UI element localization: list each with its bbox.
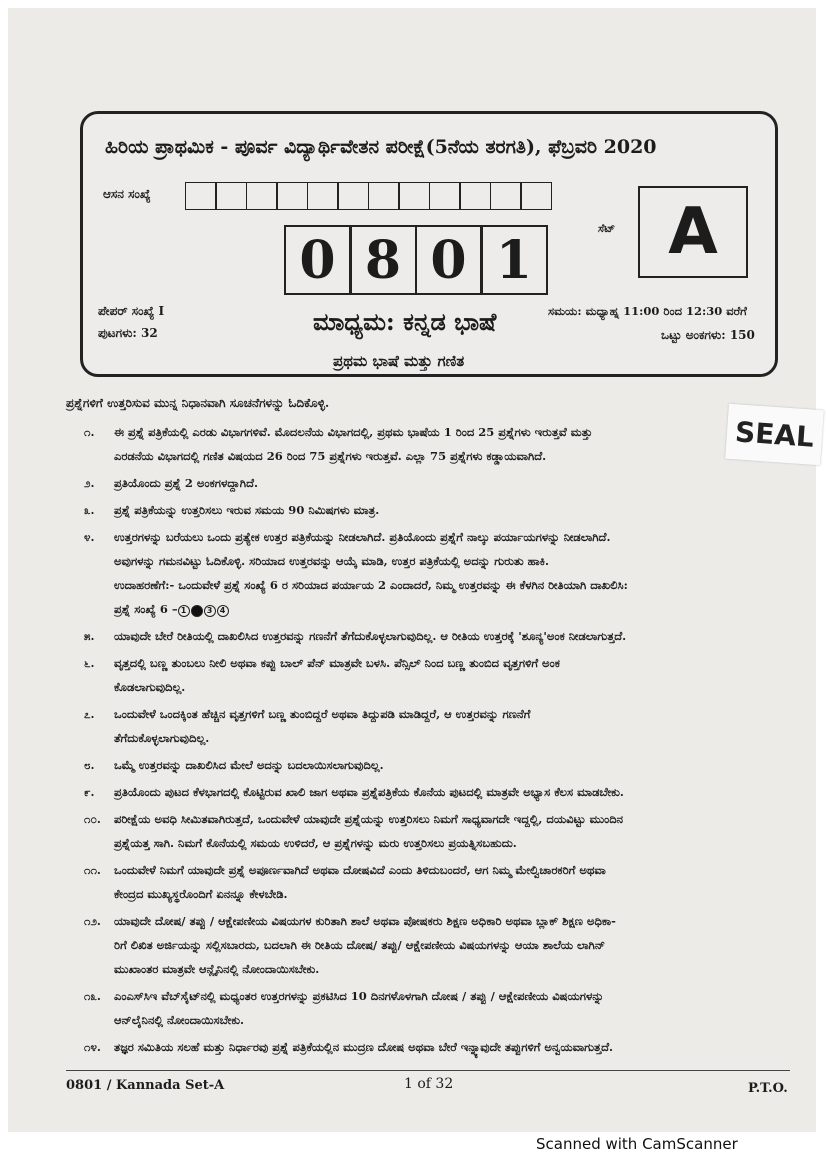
paper-code-digit: 8 — [349, 225, 417, 295]
instruction-item — [66, 702, 778, 750]
seat-digit-box[interactable] — [307, 182, 339, 210]
instruction-number: ೧೧. — [84, 863, 101, 877]
instruction-text — [114, 420, 778, 468]
instructions-heading: ಪ್ರಶ್ನೆಗಳಿಗೆ ಉತ್ತರಿಸುವ ಮುನ್ನ ನಿಧಾನವಾಗಿ ಸೂಚನೆಗಳನ್ನು ಓದಿಕೊಳ್ಳಿ. — [66, 396, 330, 410]
seat-digit-box[interactable] — [459, 182, 491, 210]
instruction-line: ಎಂಎಸ್‌ಸಿಇ ವೆಬ್‌ಸೈಟ್‌ನಲ್ಲಿ ಮಧ್ಯಂತರ ಉತ್ತರಗಳನ್ನು ಪ್ರಕಟಿಸಿದ 10 ದಿನಗಳೊಳಗಾಗಿ ದೋಷ / ತಪ್ಪು / ಆಕ್ಷೇಪಣೀಯ ವಿಷಯಗಳನ್ನು — [114, 989, 604, 1003]
footer-page-number: 1 of 32 — [404, 1076, 454, 1092]
instruction-item — [66, 753, 778, 777]
answer-bubble: 1 — [178, 605, 190, 617]
exam-page — [8, 8, 816, 1132]
instruction-line: ಪ್ರಶ್ನೆ ಪತ್ರಿಕೆಯನ್ನು ಉತ್ತರಿಸಲು ಇರುವ ಸಮಯ 90 ನಿಮಿಷಗಳು ಮಾತ್ರ. — [114, 503, 380, 517]
instruction-number: ೩. — [84, 503, 95, 517]
paper-code-boxes — [286, 225, 548, 295]
instruction-line: ಒಂದುವೇಳೆ ನಿಮಗೆ ಯಾವುದೇ ಪ್ರಶ್ನೆ ಅಪೂರ್ಣವಾಗಿದೆ ಅಥವಾ ದೋಷವಿದೆ ಎಂದು ತಿಳಿದುಬಂದರೆ, ಆಗ ನಿಮ್ಮ ಮೇಲ್ವಿಚಾರಕರಿಗೆ ಅಥವಾ — [114, 863, 606, 877]
instruction-item — [66, 624, 778, 648]
instruction-item — [66, 1035, 778, 1059]
instruction-item — [66, 651, 778, 699]
instruction-line: ತಜ್ಞರ ಸಮಿತಿಯ ಸಲಹೆ ಮತ್ತು ನಿರ್ಧಾರವು ಪ್ರಶ್ನೆ ಪತ್ರಿಕೆಯಲ್ಲಿನ ಮುದ್ರಣ ದೋಷ ಅಥವಾ ಬೇರೆ ಇನ್ನ್ಯಾವುದೇ ತಪ್ಪುಗಳಿಗೆ ಅನ್ವಯವಾಗುತ್ತದೆ. — [114, 1040, 614, 1054]
instruction-line: ಯಾವುದೇ ಬೇರೆ ರೀತಿಯಲ್ಲಿ ದಾಖಲಿಸಿದ ಉತ್ತರವನ್ನು ಗಣನೆಗೆ ತೆಗೆದುಕೊಳ್ಳಲಾಗುವುದಿಲ್ಲ. ಆ ರೀತಿಯ ಉತ್ತರಕ್ಕೆ 'ಶೂನ್ಯ'ಅಂಕ ನೀಡಲಾಗುತ್ತದೆ. — [114, 629, 627, 643]
instruction-number: ೧೨. — [84, 914, 101, 928]
seat-digit-box[interactable] — [215, 182, 247, 210]
example-answer — [114, 597, 778, 621]
instruction-item — [66, 807, 778, 855]
instruction-line: ಉದಾಹರಣೆಗೆ:- ಒಂದುವೇಳೆ ಪ್ರಶ್ನೆ ಸಂಖ್ಯೆ 6 ರ ಸರಿಯಾದ ಪರ್ಯಾಯ 2 ಎಂದಾದರೆ, ನಿಮ್ಮ ಉತ್ತರವನ್ನು ಈ ಕೆಳಗಿನ ರೀತಿಯಾಗಿ ದಾಖಲಿಸಿ: — [114, 578, 628, 592]
instruction-item — [66, 471, 778, 495]
instruction-text — [114, 525, 778, 621]
instruction-number: ೧೩. — [84, 989, 101, 1003]
instruction-line: ಉತ್ತರಗಳನ್ನು ಬರೆಯಲು ಒಂದು ಪ್ರತ್ಯೇಕ ಉತ್ತರ ಪತ್ರಿಕೆಯನ್ನು ನೀಡಲಾಗಿದೆ. ಪ್ರತಿಯೊಂದು ಪ್ರಶ್ನೆಗೆ ನಾಲ್ಕು ಪರ್ಯಾಯಗಳನ್ನು ನೀಡಲಾಗಿದೆ. — [114, 530, 611, 544]
instruction-number: ೧. — [84, 425, 95, 439]
instructions-list — [66, 420, 778, 1062]
instruction-line: ಯಾವುದೇ ದೋಷ/ ತಪ್ಪು / ಆಕ್ಷೇಪಣೀಯ ವಿಷಯಗಳ ಕುರಿತಾಗಿ ಶಾಲೆ ಅಥವಾ ಪೋಷಕರು ಶಿಕ್ಷಣ ಅಧಿಕಾರಿ ಅಥವಾ ಬ್ಲಾಕ್ ಶಿಕ್ಷಣ ಅಧಿಕಾ- — [114, 914, 616, 928]
instruction-text — [114, 858, 778, 906]
instruction-number: ೬. — [84, 656, 95, 670]
instruction-line: ಒಮ್ಮೆ ಉತ್ತರವನ್ನು ದಾಖಲಿಸಿದ ಮೇಲೆ ಅದನ್ನು ಬದಲಾಯಿಸಲಾಗುವುದಿಲ್ಲ. — [114, 758, 384, 772]
instruction-line: ಕೇಂದ್ರದ ಮುಖ್ಯಸ್ಥರೊಂದಿಗೆ ಏನನ್ನೂ ಕೇಳಬೇಡಿ. — [114, 887, 288, 901]
instruction-number: ೮. — [84, 758, 95, 772]
instruction-line: ವೃತ್ತದಲ್ಲಿ ಬಣ್ಣ ತುಂಬಲು ನೀಲಿ ಅಥವಾ ಕಪ್ಪು ಬಾಲ್ ಪೆನ್ ಮಾತ್ರವೇ ಬಳಸಿ. ಪೆನ್ಸಿಲ್ ನಿಂದ ಬಣ್ಣ ತುಂಬಿದ ವೃತ್ತಗಳಿಗೆ ಅಂಕ — [114, 656, 560, 670]
seal-sticker: SEAL — [725, 404, 824, 465]
example-bubbles — [178, 605, 229, 617]
seat-digit-box[interactable] — [429, 182, 461, 210]
instruction-text — [114, 1035, 778, 1059]
answer-bubble: 3 — [204, 605, 216, 617]
instruction-number: ೫. — [84, 629, 95, 643]
instruction-line: ಆನ್‌ಲೈನಿನಲ್ಲಿ ನೋಂದಾಯಿಸಬೇಕು. — [114, 1013, 245, 1027]
paper-code-digit: 0 — [415, 225, 483, 295]
instruction-text — [114, 624, 778, 648]
subject-title: ಪ್ರಥಮ ಭಾಷೆ ಮತ್ತು ಗಣಿತ — [333, 352, 465, 370]
scanner-watermark: Scanned with CamScanner — [536, 1135, 738, 1153]
instruction-item — [66, 909, 778, 981]
instruction-text — [114, 753, 778, 777]
instruction-text — [114, 909, 778, 981]
seat-digit-box[interactable] — [276, 182, 308, 210]
instruction-text — [114, 984, 778, 1032]
instruction-number: ೨. — [84, 476, 95, 490]
exam-header-box — [80, 111, 778, 377]
medium-title: ಮಾಧ್ಯಮ: ಕನ್ನಡ ಭಾಷೆ — [313, 307, 497, 336]
instruction-text — [114, 651, 778, 699]
instruction-number: ೭. — [84, 707, 95, 721]
instruction-line: ಎರಡನೆಯ ವಿಭಾಗದಲ್ಲಿ ಗಣಿತ ವಿಷಯದ 26 ರಿಂದ 75 ಪ್ರಶ್ನೆಗಳು ಇರುತ್ತವೆ. ಎಲ್ಲಾ 75 ಪ್ರಶ್ನೆಗಳು ಕಡ್ಡಾಯವಾಗಿದೆ. — [114, 449, 547, 463]
footer-paper-code: 0801 / Kannada Set-A — [66, 1078, 225, 1093]
seat-digit-box[interactable] — [368, 182, 400, 210]
instruction-text — [114, 498, 778, 522]
set-code-box: A — [638, 186, 748, 278]
footer-divider — [66, 1070, 790, 1071]
instruction-item — [66, 498, 778, 522]
instruction-number: ೪. — [84, 530, 95, 544]
seat-number-label: ಆಸನ ಸಂಖ್ಯೆ — [103, 187, 151, 201]
instruction-number: ೧೪. — [84, 1040, 101, 1054]
seat-digit-box[interactable] — [337, 182, 369, 210]
paper-number: ಪೇಪರ್ ಸಂಖ್ಯೆ I — [98, 304, 165, 318]
seat-number-boxes[interactable] — [186, 182, 552, 210]
instruction-item — [66, 858, 778, 906]
footer-pto: P.T.O. — [748, 1081, 788, 1096]
instruction-line: ಕೊಡಲಾಗುವುದಿಲ್ಲ. — [114, 680, 186, 694]
instruction-text — [114, 471, 778, 495]
instruction-item — [66, 420, 778, 468]
instruction-item — [66, 525, 778, 621]
instruction-line: ಪ್ರಶ್ನೆಯತ್ತ ಸಾಗಿ. ನಿಮಗೆ ಕೊನೆಯಲ್ಲಿ ಸಮಯ ಉಳಿದರೆ, ಆ ಪ್ರಶ್ನೆಗಳನ್ನು ಮರು ಉತ್ತರಿಸಲು ಪ್ರಯತ್ನಿಸಬಹುದು. — [114, 836, 517, 850]
paper-code-digit: 0 — [284, 225, 352, 295]
answer-bubble: 2 — [191, 605, 203, 617]
instruction-text — [114, 807, 778, 855]
page-count: ಪುಟಗಳು: 32 — [98, 326, 158, 340]
instruction-number: ೧೦. — [84, 812, 101, 826]
instruction-number: ೯. — [84, 785, 95, 799]
example-label: ಪ್ರಶ್ನೆ ಸಂಖ್ಯೆ 6 – — [114, 602, 178, 616]
instruction-text — [114, 702, 778, 750]
instruction-line: ಪರೀಕ್ಷೆಯ ಅವಧಿ ಸೀಮಿತವಾಗಿರುತ್ತದೆ, ಒಂದುವೇಳೆ ಯಾವುದೇ ಪ್ರಶ್ನೆಯನ್ನು ಉತ್ತರಿಸಲು ನಿಮಗೆ ಸಾಧ್ಯವಾಗದೇ ಇದ್ದಲ್ಲಿ, ದಯವಿಟ್ಟು ಮುಂದಿನ — [114, 812, 624, 826]
paper-code-digit: 1 — [480, 225, 548, 295]
exam-title: ಹಿರಿಯ ಪ್ರಾಥಮಿಕ - ಪೂರ್ವ ವಿದ್ಯಾರ್ಥಿವೇತನ ಪರೀಕ್ಷೆ(5ನೆಯ ತರಗತಿ), ಫೆಬ್ರವರಿ 2020 — [105, 136, 657, 158]
instruction-line: ರಿಗೆ ಲಿಖಿತ ಅರ್ಜಿಯನ್ನು ಸಲ್ಲಿಸಬಾರದು, ಬದಲಾಗಿ ಈ ರೀತಿಯ ದೋಷ/ ತಪ್ಪು/ ಆಕ್ಷೇಪಣೀಯ ವಿಷಯಗಳನ್ನು ಆಯಾ ಶಾಲೆಯ ಲಾಗಿನ್ — [114, 938, 605, 952]
answer-bubble: 4 — [217, 605, 229, 617]
instruction-text — [114, 780, 778, 804]
instruction-item — [66, 780, 778, 804]
seat-digit-box[interactable] — [398, 182, 430, 210]
seat-digit-box[interactable] — [520, 182, 552, 210]
instruction-line: ಪ್ರತಿಯೊಂದು ಪುಟದ ಕೆಳಭಾಗದಲ್ಲಿ ಕೊಟ್ಟಿರುವ ಖಾಲಿ ಜಾಗ ಅಥವಾ ಪ್ರಶ್ನೆಪತ್ರಿಕೆಯ ಕೊನೆಯ ಪುಟದಲ್ಲಿ ಮಾತ್ರವೇ ಅಭ್ಯಾಸ ಕೆಲಸ ಮಾಡಬೇಕು. — [114, 785, 624, 799]
total-marks: ಒಟ್ಟು ಅಂಕಗಳು: 150 — [661, 328, 755, 342]
instruction-line: ಒಂದುವೇಳೆ ಒಂದಕ್ಕಿಂತ ಹೆಚ್ಚಿನ ವೃತ್ತಗಳಿಗೆ ಬಣ್ಣ ತುಂಬಿದ್ದರೆ ಅಥವಾ ತಿದ್ದುಪಡಿ ಮಾಡಿದ್ದರೆ, ಆ ಉತ್ತರವನ್ನು ಗಣನೆಗೆ — [114, 707, 531, 721]
set-label: ಸೆಟ್ — [598, 222, 616, 235]
instruction-line: ಈ ಪ್ರಶ್ನೆ ಪತ್ರಿಕೆಯಲ್ಲಿ ಎರಡು ವಿಭಾಗಗಳಿವೆ. ಮೊದಲನೆಯ ವಿಭಾಗದಲ್ಲಿ, ಪ್ರಥಮ ಭಾಷೆಯ 1 ರಿಂದ 25 ಪ್ರಶ್ನೆಗಳು ಇರುತ್ತವೆ ಮತ್ತು — [114, 425, 593, 439]
seat-digit-box[interactable] — [246, 182, 278, 210]
instruction-item — [66, 984, 778, 1032]
instruction-line: ತೆಗೆದುಕೊಳ್ಳಲಾಗುವುದಿಲ್ಲ. — [114, 731, 210, 745]
instruction-line: ಅವುಗಳನ್ನು ಗಮನವಿಟ್ಟು ಓದಿಕೊಳ್ಳಿ. ಸರಿಯಾದ ಉತ್ತರವನ್ನು ಆಯ್ಕೆ ಮಾಡಿ, ಉತ್ತರ ಪತ್ರಿಕೆಯಲ್ಲಿ ಅದನ್ನು ಗುರುತು ಹಾಕಿ. — [114, 554, 550, 568]
instruction-line: ಮುಖಾಂತರ ಮಾತ್ರವೇ ಆನ್ಲೈನಿನಲ್ಲಿ ನೋಂದಾಯಿಸಬೇಕು. — [114, 962, 320, 976]
exam-time: ಸಮಯ: ಮಧ್ಯಾಹ್ನ 11:00 ರಿಂದ 12:30 ವರೆಗೆ — [548, 304, 747, 318]
seat-digit-box[interactable] — [185, 182, 217, 210]
instruction-line: ಪ್ರತಿಯೊಂದು ಪ್ರಶ್ನೆ 2 ಅಂಕಗಳದ್ದಾಗಿದೆ. — [114, 476, 258, 490]
seat-digit-box[interactable] — [490, 182, 522, 210]
